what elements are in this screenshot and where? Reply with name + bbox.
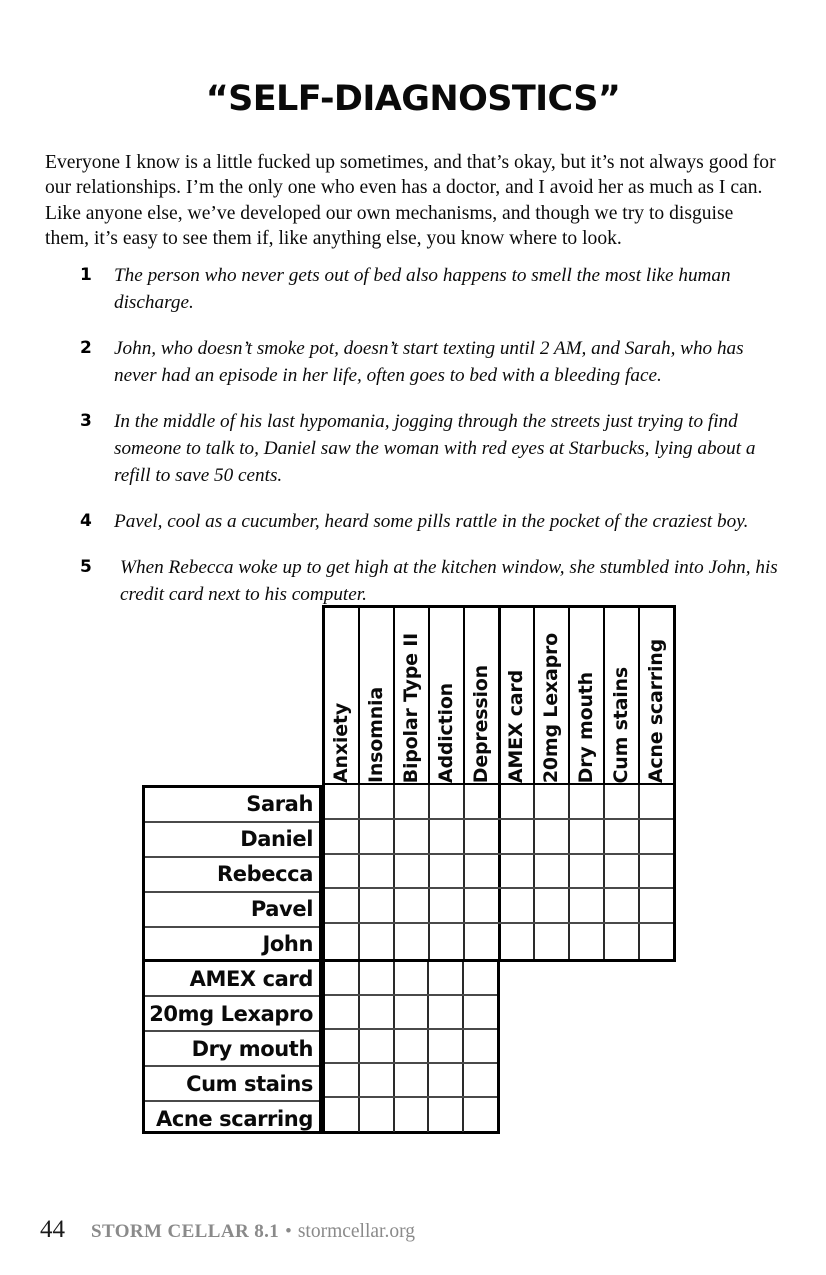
- grid-cell[interactable]: [605, 924, 640, 959]
- grid-cell[interactable]: [395, 1030, 430, 1062]
- grid-column-header-label: Anxiety: [329, 703, 352, 783]
- intro-paragraph: Everyone I know is a little fucked up sometimes, and that’s okay, but it’s not always good for our relationships. I’m the only one who even has a doctor, and I avoid her as much as I can. Like anyone else, we’ve developed our own mechanisms, and though we try to disguise them, it’s easy to see them if, like anything else, you know where to look.: [45, 152, 776, 250]
- grid-cell[interactable]: [430, 785, 465, 818]
- grid-cell-row: [325, 962, 497, 996]
- clue-number: 5: [80, 557, 92, 577]
- grid-cell[interactable]: [429, 1098, 464, 1132]
- clue-text: Pavel, cool as a cucumber, heard some pills rattle in the pocket of the craziest boy.: [114, 511, 749, 532]
- grid-column-header-label: Addiction: [434, 682, 457, 783]
- grid-row-label: Dry mouth: [145, 1032, 319, 1067]
- grid-cell[interactable]: [325, 1064, 360, 1096]
- clue-text: When Rebecca woke up to get high at the kitchen window, she stumbled into John, his credit card next to his computer.: [120, 557, 778, 605]
- grid-row-label: Acne scarring: [155, 1107, 313, 1132]
- grid-cell[interactable]: [605, 855, 640, 888]
- grid-cell[interactable]: [325, 889, 360, 922]
- grid-cell[interactable]: [640, 855, 673, 888]
- grid-column-header-label: Cum stains: [610, 666, 633, 783]
- grid-block-people-all: [322, 785, 676, 962]
- grid-cell[interactable]: [325, 785, 360, 818]
- grid-column-header: [430, 608, 465, 783]
- grid-column-header: [535, 608, 570, 783]
- grid-cell[interactable]: [360, 962, 395, 994]
- grid-cell[interactable]: [429, 1064, 464, 1096]
- grid-column-header: [465, 608, 501, 783]
- grid-cell[interactable]: [395, 855, 430, 888]
- grid-cell[interactable]: [395, 1098, 430, 1132]
- grid-cell[interactable]: [570, 820, 605, 853]
- clue-number: 1: [80, 265, 92, 285]
- footer-website: stormcellar.org: [297, 1221, 415, 1242]
- grid-column-header-label: Depression: [469, 664, 492, 783]
- grid-cell[interactable]: [464, 1064, 497, 1096]
- footer-magazine-title: STORM CELLAR 8.1: [91, 1221, 280, 1242]
- clue-number: 4: [80, 511, 92, 531]
- grid-cell[interactable]: [325, 1098, 360, 1132]
- grid-cell[interactable]: [325, 1030, 360, 1062]
- grid-body: [142, 785, 676, 1134]
- grid-cell[interactable]: [430, 924, 465, 959]
- grid-cell[interactable]: [535, 820, 570, 853]
- grid-cell[interactable]: [325, 855, 360, 888]
- grid-column-header: [570, 608, 605, 783]
- grid-cell-row: [325, 889, 673, 924]
- grid-cell-row: [325, 1030, 497, 1064]
- grid-cell[interactable]: [605, 820, 640, 853]
- grid-row-label: Rebecca: [145, 858, 319, 893]
- grid-cell[interactable]: [570, 855, 605, 888]
- grid-cell[interactable]: [605, 785, 640, 818]
- grid-cell-row: [325, 924, 673, 959]
- grid-row-label: Pavel: [145, 893, 319, 928]
- clue-item: [80, 408, 786, 489]
- grid-column-header: [395, 608, 430, 783]
- grid-cell[interactable]: [605, 889, 640, 922]
- grid-column-header: [640, 608, 673, 783]
- grid-cell[interactable]: [325, 962, 360, 994]
- grid-cell[interactable]: [570, 785, 605, 818]
- grid-cell-row: [325, 1098, 497, 1132]
- grid-cell-row: [325, 996, 497, 1030]
- grid-row-label: 20mg Lexapro: [145, 997, 319, 1032]
- grid-cell[interactable]: [395, 889, 430, 922]
- grid-cell[interactable]: [570, 924, 605, 959]
- grid-block-items-symptoms: [322, 962, 500, 1134]
- grid-cell[interactable]: [360, 1030, 395, 1062]
- grid-cell[interactable]: [430, 855, 465, 888]
- grid-cell-row: [325, 820, 673, 855]
- grid-column-header-label: Bipolar Type II: [399, 632, 422, 783]
- grid-cell[interactable]: [360, 996, 395, 1028]
- grid-column-headers: [322, 605, 676, 785]
- footer-separator-dot: •: [285, 1221, 292, 1242]
- grid-cell[interactable]: [325, 820, 360, 853]
- grid-cell[interactable]: [465, 924, 501, 959]
- grid-cell[interactable]: [395, 962, 430, 994]
- grid-cell[interactable]: [465, 785, 501, 818]
- grid-cell[interactable]: [325, 924, 360, 959]
- grid-cell-row: [325, 855, 673, 890]
- clue-number: 2: [80, 338, 92, 358]
- grid-cell[interactable]: [640, 785, 673, 818]
- grid-cell[interactable]: [429, 962, 464, 994]
- grid-column-header-label: Insomnia: [364, 686, 387, 783]
- grid-cell[interactable]: [501, 924, 536, 959]
- grid-cell[interactable]: [429, 996, 464, 1028]
- grid-cell[interactable]: [430, 820, 465, 853]
- grid-cell[interactable]: [360, 785, 395, 818]
- grid-column-header: [605, 608, 640, 783]
- grid-cell[interactable]: [395, 996, 430, 1028]
- grid-cell[interactable]: [464, 1030, 497, 1062]
- grid-column-header-label: AMEX card: [505, 669, 528, 783]
- grid-cell[interactable]: [501, 785, 536, 818]
- grid-cell[interactable]: [535, 855, 570, 888]
- grid-column-header-label: Dry mouth: [575, 671, 598, 783]
- clue-item: [80, 335, 786, 389]
- grid-column-header-label: 20mg Lexapro: [540, 632, 563, 783]
- grid-cell[interactable]: [395, 820, 430, 853]
- grid-cell[interactable]: [325, 996, 360, 1028]
- grid-row-label: Sarah: [145, 788, 319, 823]
- grid-row-label: Daniel: [145, 823, 319, 858]
- grid-cell[interactable]: [464, 996, 497, 1028]
- grid-row-label: Cum stains: [145, 1067, 319, 1102]
- grid-cell[interactable]: [570, 889, 605, 922]
- clue-number: 3: [80, 411, 92, 431]
- grid-cell[interactable]: [464, 962, 497, 994]
- clue-list: [80, 262, 786, 627]
- grid-cell[interactable]: [640, 820, 673, 853]
- grid-row-labels: [142, 785, 322, 1134]
- page-title: “SELF-DIAGNOSTICS”: [205, 79, 621, 119]
- grid-cell[interactable]: [395, 1064, 430, 1096]
- grid-cell[interactable]: [464, 1098, 497, 1132]
- grid-cell[interactable]: [640, 924, 673, 959]
- grid-cell[interactable]: [501, 820, 536, 853]
- grid-cell[interactable]: [465, 855, 501, 888]
- clue-text: John, who doesn’t smoke pot, doesn’t start texting until 2 AM, and Sarah, who has never had an episode in her life, often goes to bed with a bleeding face.: [114, 338, 744, 386]
- clue-item: [80, 262, 786, 316]
- grid-cell[interactable]: [395, 785, 430, 818]
- grid-cell[interactable]: [535, 889, 570, 922]
- clue-text: The person who never gets out of bed also happens to smell the most like human discharge.: [114, 265, 731, 313]
- logic-puzzle-grid: [142, 605, 676, 1134]
- grid-column-header: [325, 608, 360, 783]
- grid-row-label: AMEX card: [145, 962, 319, 997]
- footer-page-number: 44: [40, 1216, 65, 1243]
- grid-cell[interactable]: [360, 924, 395, 959]
- grid-cell[interactable]: [430, 889, 465, 922]
- grid-column-header-label: Acne scarring: [645, 638, 668, 783]
- grid-cell[interactable]: [429, 1030, 464, 1062]
- clue-item: [80, 554, 786, 608]
- grid-cell[interactable]: [501, 855, 536, 888]
- grid-cell[interactable]: [360, 855, 395, 888]
- grid-cell[interactable]: [395, 924, 430, 959]
- grid-column-header: [501, 608, 536, 783]
- grid-row-label: John: [145, 928, 319, 963]
- grid-cell[interactable]: [360, 820, 395, 853]
- page-footer: [40, 1216, 415, 1244]
- clue-text: In the middle of his last hypomania, jogging through the streets just trying to find someone to talk to, Daniel saw the woman with red eyes at Starbucks, lying about a refill to save 50 cents.: [114, 411, 756, 486]
- grid-cell[interactable]: [640, 889, 673, 922]
- grid-cell-row: [325, 1064, 497, 1098]
- grid-cell[interactable]: [360, 1098, 395, 1132]
- clue-item: [80, 508, 786, 535]
- grid-cell[interactable]: [465, 820, 501, 853]
- grid-cell[interactable]: [501, 889, 536, 922]
- grid-cell[interactable]: [465, 889, 501, 922]
- grid-cell[interactable]: [535, 785, 570, 818]
- grid-cell-row: [325, 785, 673, 820]
- grid-cell[interactable]: [360, 1064, 395, 1096]
- grid-cell[interactable]: [360, 889, 395, 922]
- grid-column-header: [360, 608, 395, 783]
- grid-cell[interactable]: [535, 924, 570, 959]
